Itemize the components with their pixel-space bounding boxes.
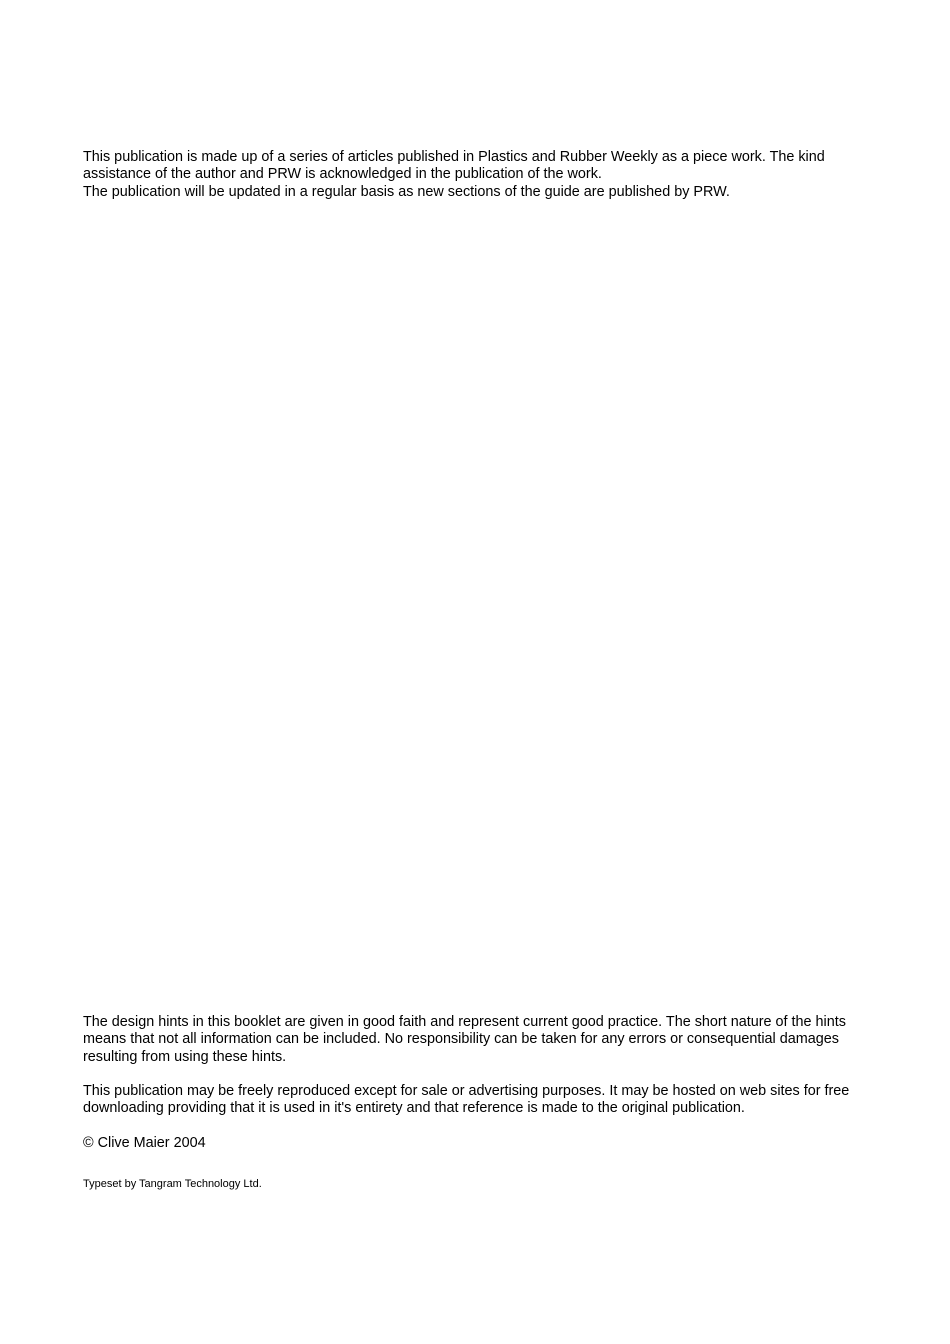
typeset-credit: Typeset by Tangram Technology Ltd. <box>83 1178 262 1190</box>
copyright-notice: © Clive Maier 2004 <box>83 1135 206 1151</box>
disclaimer-section <box>83 1014 863 1066</box>
intro-section <box>83 149 863 201</box>
disclaimer-paragraph: The design hints in this booklet are given in good faith and represent current good practice. The short nature of the hints means that not all information can be included. No responsibility can be taken for any errors or consequential damages resulting from using these hints. <box>83 1014 846 1065</box>
intro-paragraph-updates: The publication will be updated in a regular basis as new sections of the guide are published by PRW. <box>83 183 730 200</box>
copyright-section <box>83 1135 863 1152</box>
reproduction-paragraph: This publication may be freely reproduced except for sale or advertising purposes. It may be hosted on web sites for free downloading providing that it is used in it's entirety and that reference is made to the original publication. <box>83 1083 850 1117</box>
reproduction-section <box>83 1083 863 1118</box>
intro-paragraph-articles: This publication is made up of a series of articles published in Plastics and Rubber Weekly as a piece work. The kind assistance of the author and PRW is acknowledged in the publication of the work. <box>83 149 825 183</box>
